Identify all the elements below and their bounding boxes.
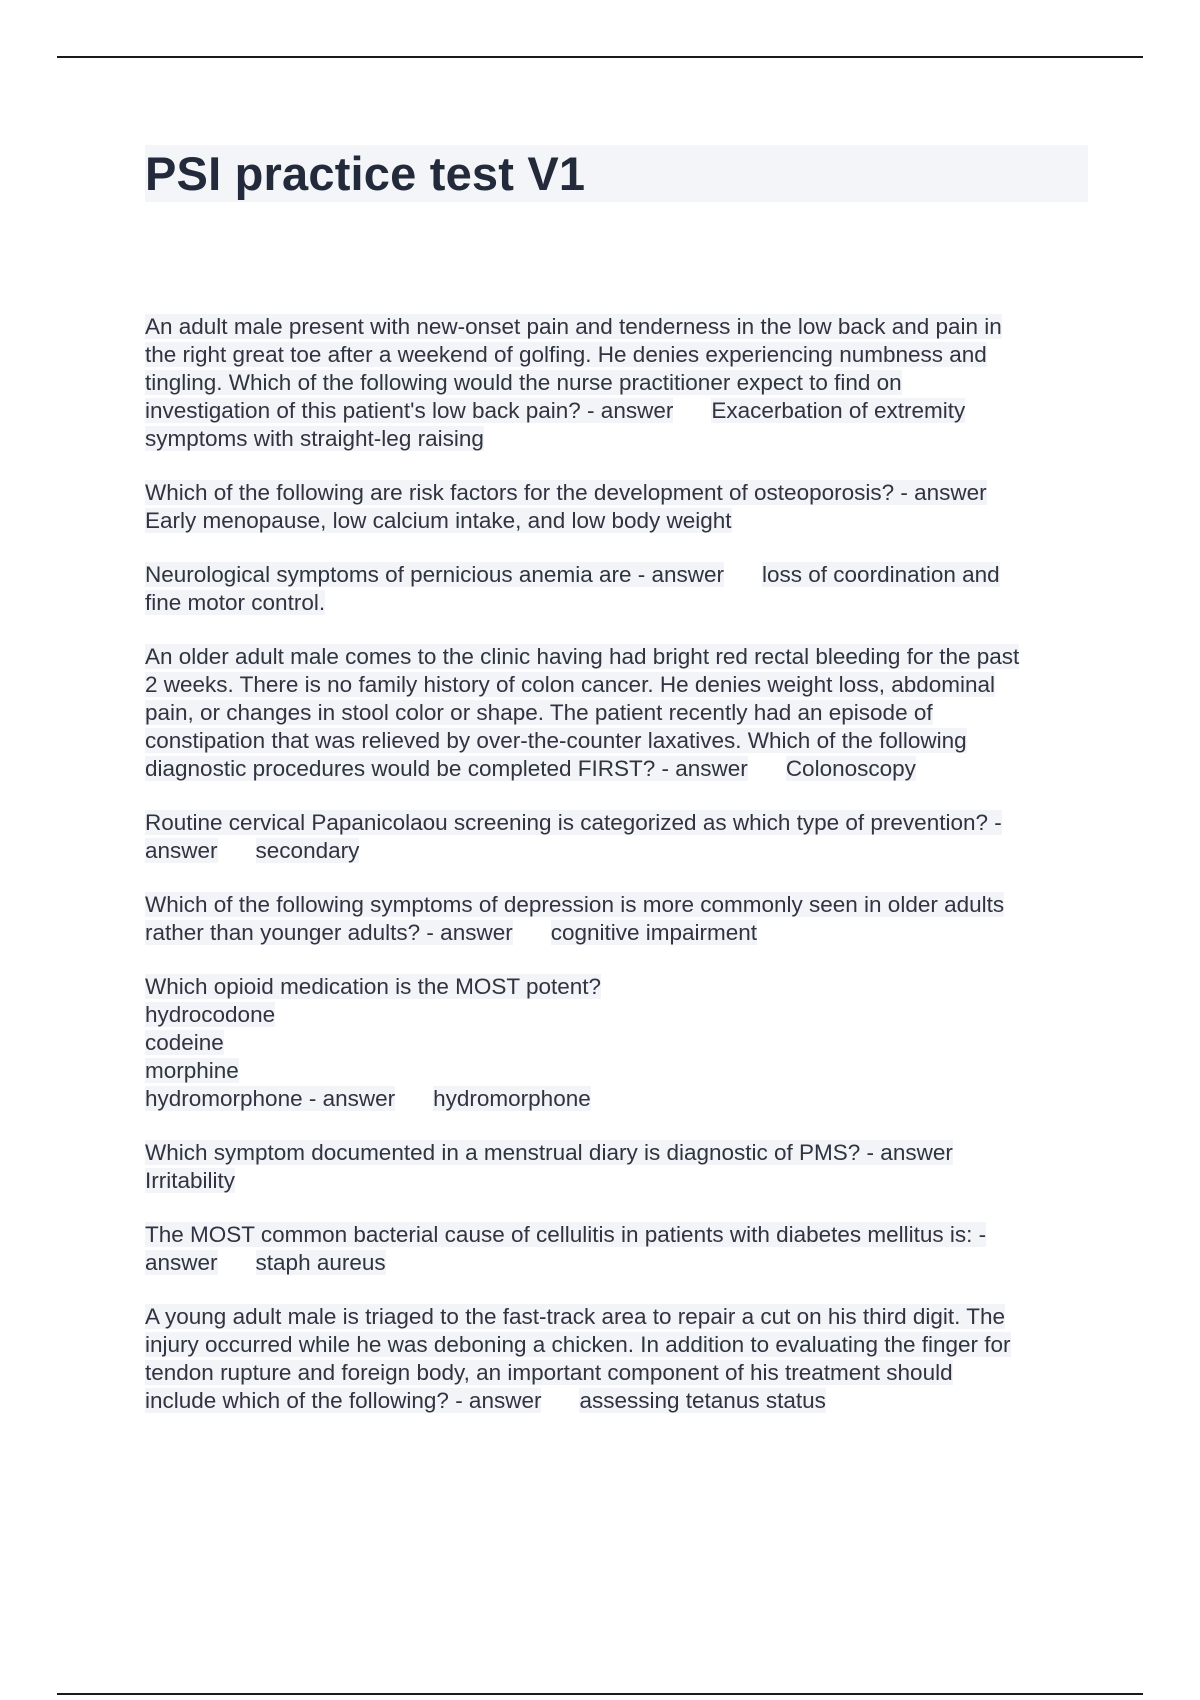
qa-item — [145, 1303, 1105, 1415]
qa-answer: Irritability — [145, 1168, 236, 1193]
qa-line: answer staph aureus — [145, 1250, 386, 1275]
qa-item — [145, 479, 1105, 535]
qa-answer: secondary — [255, 838, 360, 863]
qa-line: fine motor control. — [145, 590, 326, 615]
qa-item — [145, 1221, 1105, 1277]
qa-item — [145, 809, 1105, 865]
qa-line: diagnostic procedures would be completed FIRST? - answer Colonoscopy — [145, 756, 916, 781]
page-title: PSI practice test V1 — [145, 147, 586, 200]
qa-item — [145, 313, 1105, 453]
qa-item — [145, 891, 1105, 947]
qa-line: 2 weeks. There is no family history of colon cancer. He denies weight loss, abdominal — [145, 672, 996, 697]
qa-line: tendon rupture and foreign body, an important component of his treatment should — [145, 1360, 953, 1385]
qa-line: Routine cervical Papanicolaou screening is categorized as which type of prevention? - — [145, 810, 1002, 835]
qa-line: pain, or changes in stool color or shape. The patient recently had an episode of — [145, 700, 933, 725]
qa-answer: hydromorphone — [433, 1086, 591, 1111]
qa-answer: Early menopause, low calcium intake, and low body weight — [145, 508, 732, 533]
qa-line: Neurological symptoms of pernicious anemia are - answer loss of coordination and — [145, 562, 1000, 587]
qa-item — [145, 1139, 1105, 1195]
qa-line — [145, 1167, 1105, 1195]
qa-answer: assessing tetanus status — [579, 1388, 826, 1413]
qa-line: rather than younger adults? - answer cognitive impairment — [145, 920, 758, 945]
qa-line: morphine — [145, 1058, 239, 1083]
qa-answer: cognitive impairment — [550, 920, 758, 945]
qa-line: Which symptom documented in a menstrual diary is diagnostic of PMS? - answer — [145, 1140, 953, 1165]
qa-line: hydromorphone - answer hydromorphone — [145, 1086, 591, 1111]
qa-line: injury occurred while he was deboning a chicken. In addition to evaluating the finger for — [145, 1332, 1011, 1357]
qa-line — [145, 507, 1105, 535]
qa-line: constipation that was relieved by over-the-counter laxatives. Which of the following — [145, 728, 967, 753]
qa-line: the right great toe after a weekend of golfing. He denies experiencing numbness and — [145, 342, 987, 367]
qa-line: investigation of this patient's low back pain? - answer Exacerbation of extremity — [145, 398, 966, 423]
qa-line: hydrocodone — [145, 1002, 276, 1027]
qa-line: tingling. Which of the following would the nurse practitioner expect to find on — [145, 370, 902, 395]
qa-line: Which of the following are risk factors for the development of osteoporosis? - answer — [145, 480, 987, 505]
qa-line: An older adult male comes to the clinic having had bright red rectal bleeding for the past — [145, 644, 1020, 669]
qa-answer: loss of coordination and — [762, 562, 1000, 587]
qa-line: An adult male present with new-onset pain and tenderness in the low back and pain in — [145, 314, 1002, 339]
qa-list — [145, 313, 1105, 1441]
qa-item — [145, 973, 1105, 1113]
qa-line: Which opioid medication is the MOST potent? — [145, 974, 602, 999]
qa-answer: Colonoscopy — [785, 756, 916, 781]
qa-answer: staph aureus — [255, 1250, 386, 1275]
qa-line: Which of the following symptoms of depression is more commonly seen in older adults — [145, 892, 1005, 917]
qa-line: codeine — [145, 1030, 224, 1055]
bottom-rule — [57, 1693, 1143, 1695]
qa-line: A young adult male is triaged to the fast-track area to repair a cut on his third digit. The — [145, 1304, 1006, 1329]
qa-item — [145, 561, 1105, 617]
qa-answer: Exacerbation of extremity — [711, 398, 966, 423]
qa-item — [145, 643, 1105, 783]
qa-line: symptoms with straight-leg raising — [145, 426, 484, 451]
qa-line: include which of the following? - answer assessing tetanus status — [145, 1388, 826, 1413]
qa-line: answer secondary — [145, 838, 360, 863]
qa-line: The MOST common bacterial cause of cellulitis in patients with diabetes mellitus is: - — [145, 1222, 987, 1247]
top-rule — [57, 56, 1143, 58]
